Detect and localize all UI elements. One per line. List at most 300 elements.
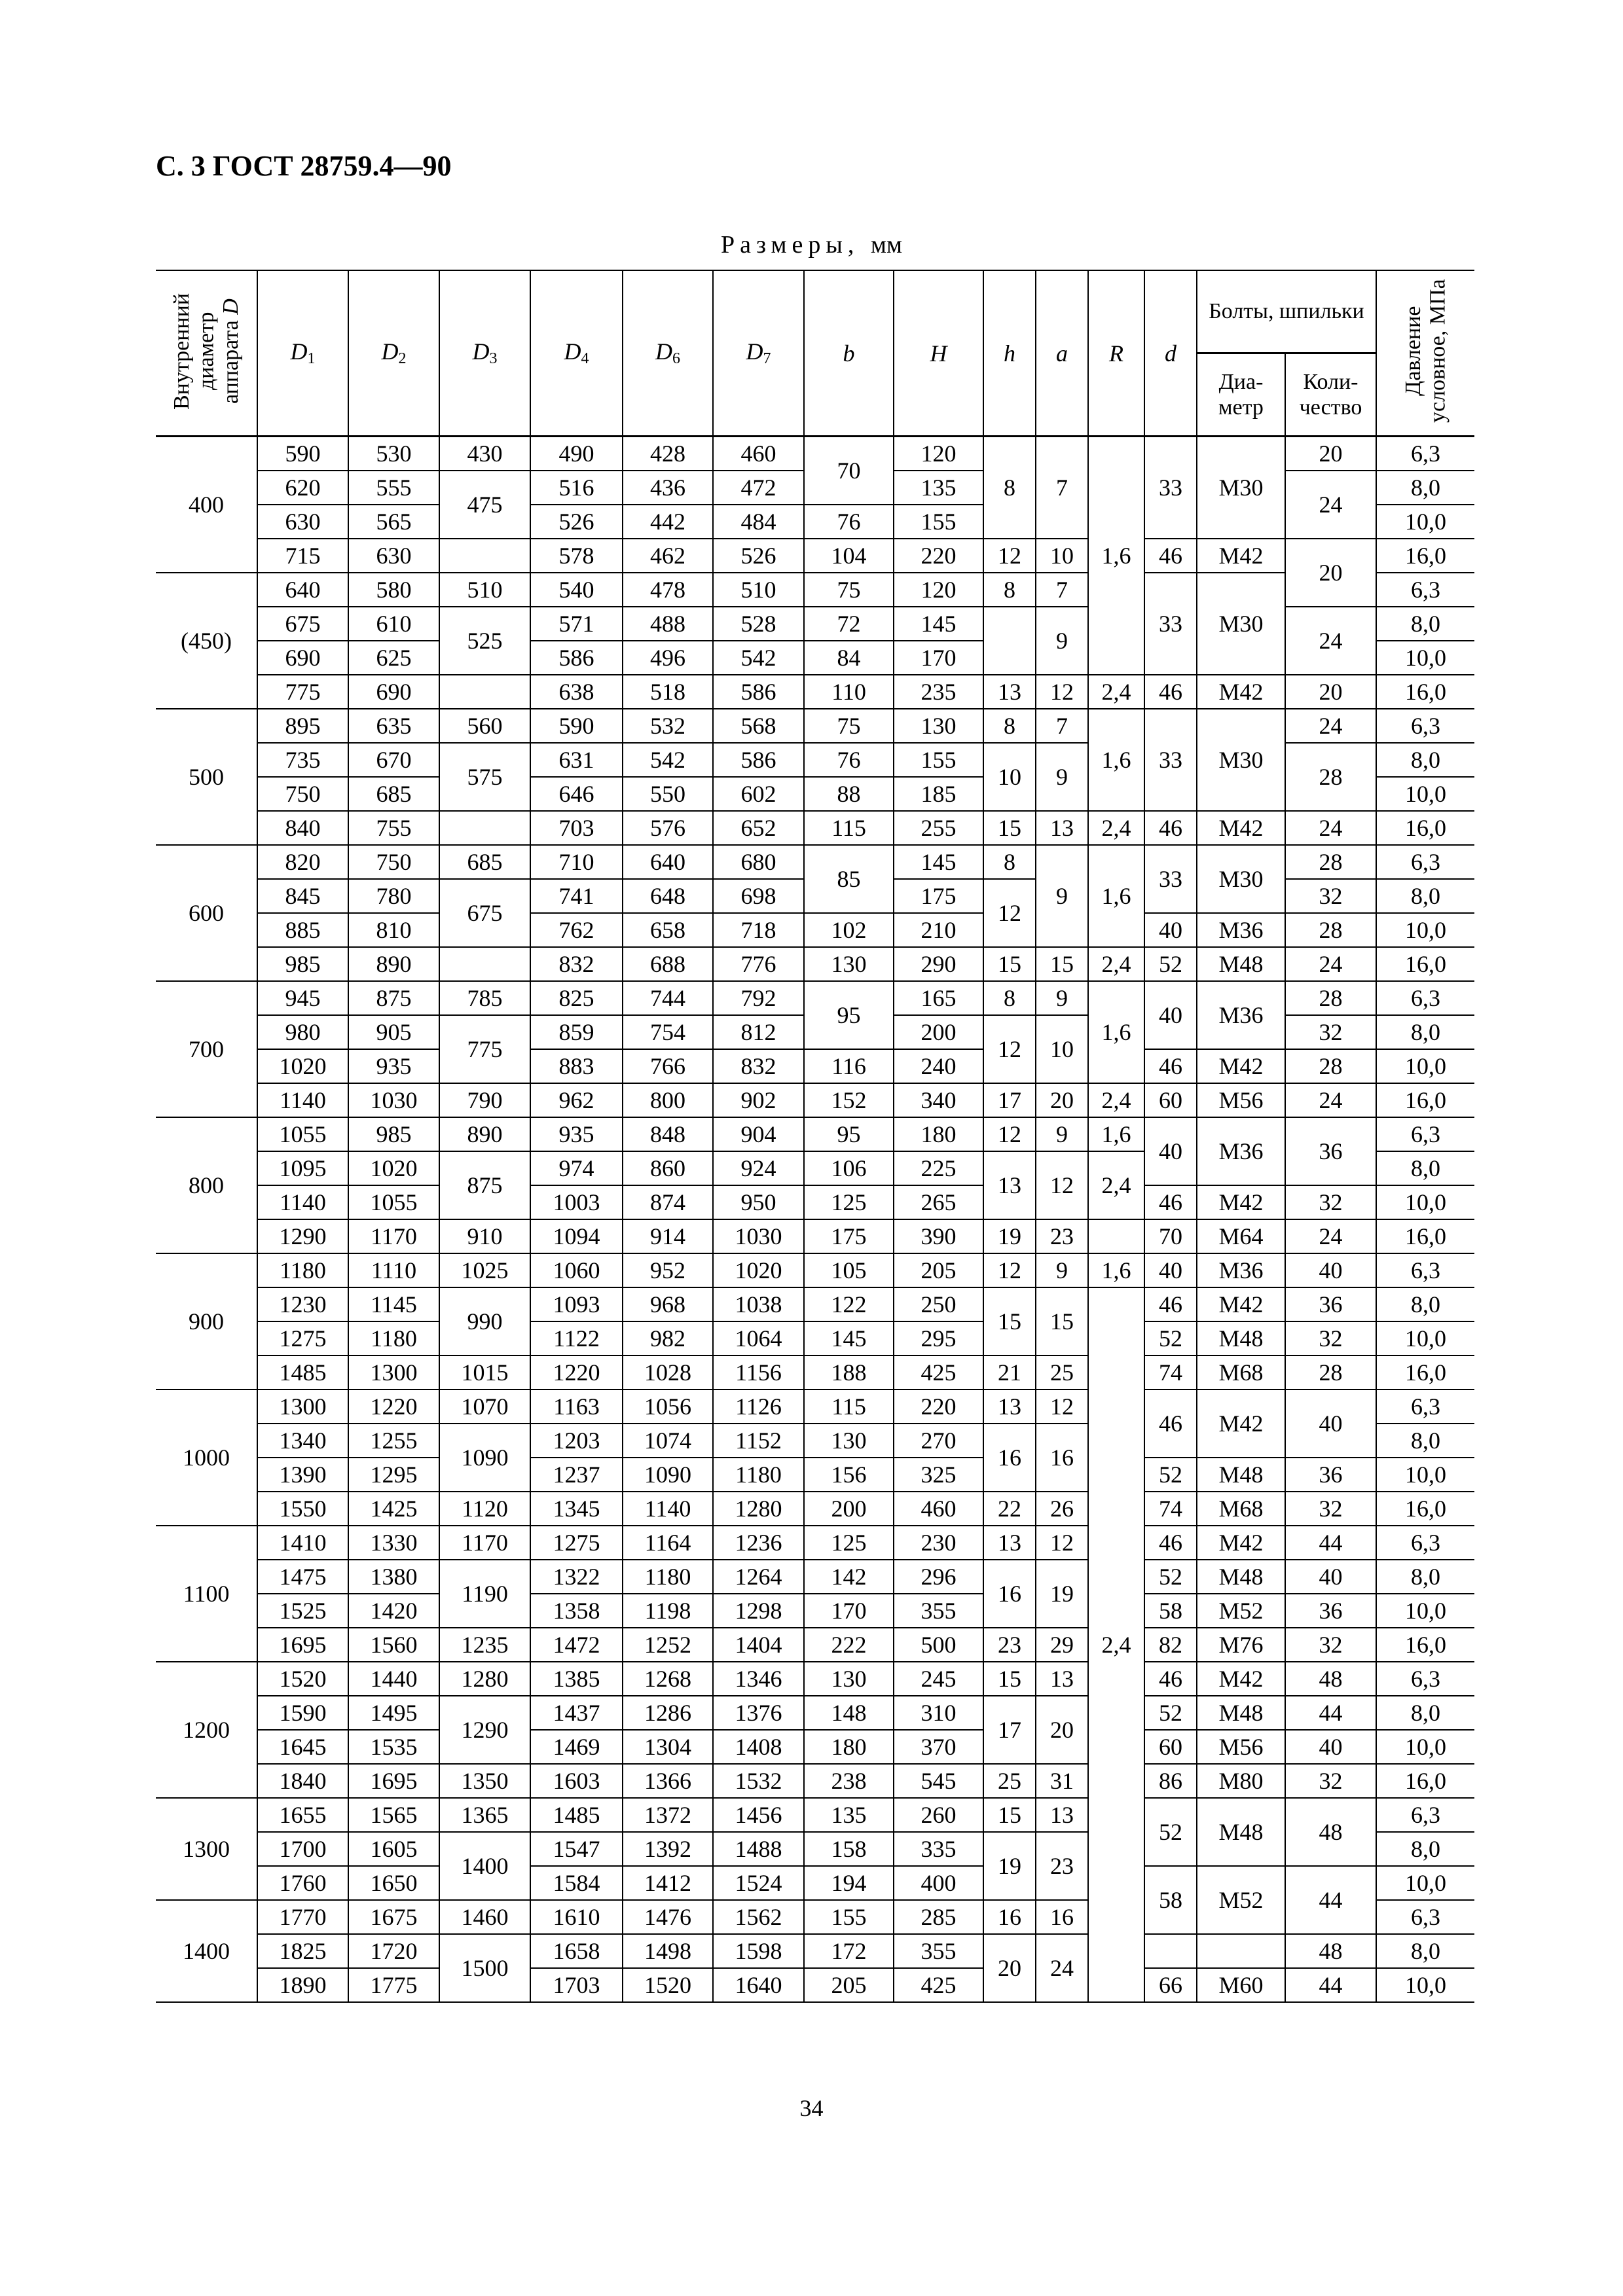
table-cell: 22 bbox=[983, 1492, 1036, 1526]
table-cell: 1476 bbox=[623, 1900, 713, 1934]
header-pressure-label: Давление условное, МПа bbox=[1401, 279, 1450, 423]
table-cell: 1675 bbox=[348, 1900, 439, 1934]
table-cell: 545 bbox=[894, 1764, 983, 1798]
table-cell: 1650 bbox=[348, 1866, 439, 1900]
table-cell: 28 bbox=[1285, 913, 1376, 947]
table-cell: 8 bbox=[983, 845, 1036, 879]
table-cell: 675 bbox=[439, 879, 530, 947]
table-cell: 1703 bbox=[530, 1968, 623, 2002]
table-cell: 775 bbox=[257, 675, 348, 709]
table-cell: 715 bbox=[257, 539, 348, 573]
table-cell: 985 bbox=[257, 947, 348, 981]
table-row bbox=[156, 1390, 1474, 1424]
table-cell: 790 bbox=[439, 1083, 530, 1117]
table-cell: 590 bbox=[530, 709, 623, 743]
table-row bbox=[156, 539, 1474, 573]
table-cell: 33 bbox=[1144, 437, 1197, 539]
table-cell: 1,6 bbox=[1088, 845, 1144, 947]
table-cell: 19 bbox=[983, 1832, 1036, 1900]
table-cell: М68 bbox=[1197, 1492, 1285, 1526]
table-cell: 510 bbox=[713, 573, 804, 607]
table-cell: 52 bbox=[1144, 1321, 1197, 1355]
table-cell: 32 bbox=[1285, 1185, 1376, 1219]
table-cell bbox=[1197, 1934, 1285, 1968]
table-cell: 1760 bbox=[257, 1866, 348, 1900]
table-cell: 2,4 bbox=[1088, 811, 1144, 845]
table-cell: 10,0 bbox=[1376, 1866, 1474, 1900]
table-cell: 1,6 bbox=[1088, 437, 1144, 675]
table-cell: 800 bbox=[623, 1083, 713, 1117]
table-cell: 16 bbox=[1036, 1900, 1088, 1934]
table-cell: 10,0 bbox=[1376, 1594, 1474, 1628]
table-cell: 1390 bbox=[257, 1458, 348, 1492]
table-cell: 105 bbox=[804, 1253, 894, 1287]
table-cell: 296 bbox=[894, 1560, 983, 1594]
table-cell: 675 bbox=[257, 607, 348, 641]
table-cell: 1180 bbox=[257, 1253, 348, 1287]
table-cell: 86 bbox=[1144, 1764, 1197, 1798]
table-cell: 1520 bbox=[623, 1968, 713, 2002]
table-cell: 490 bbox=[530, 437, 623, 471]
table-cell: 10,0 bbox=[1376, 1730, 1474, 1764]
header-inner-diameter-symbol: D bbox=[218, 298, 243, 315]
table-cell: 120 bbox=[894, 437, 983, 471]
table-cell: 1235 bbox=[439, 1628, 530, 1662]
table-cell: 2,4 bbox=[1088, 947, 1144, 981]
table-cell: 21 bbox=[983, 1355, 1036, 1390]
table-cell: 744 bbox=[623, 981, 713, 1015]
table-cell: 924 bbox=[713, 1151, 804, 1185]
header-bolts: Болты, шпильки bbox=[1197, 270, 1376, 353]
table-cell: 1700 bbox=[257, 1832, 348, 1866]
table-cell: 235 bbox=[894, 675, 983, 709]
table-cell: 260 bbox=[894, 1798, 983, 1832]
table-cell: 1290 bbox=[257, 1219, 348, 1253]
table-cell: 1,6 bbox=[1088, 1117, 1144, 1151]
table-cell: 1170 bbox=[348, 1219, 439, 1253]
table-cell: 1366 bbox=[623, 1764, 713, 1798]
table-cell: 16 bbox=[983, 1560, 1036, 1628]
table-cell: 1485 bbox=[530, 1798, 623, 1832]
table-row bbox=[156, 1083, 1474, 1117]
table-cell: 58 bbox=[1144, 1866, 1197, 1934]
table-cell: 9 bbox=[1036, 845, 1088, 947]
table-cell: 1020 bbox=[713, 1253, 804, 1287]
header-col: R bbox=[1088, 270, 1144, 437]
table-cell: 602 bbox=[713, 777, 804, 811]
table-cell: 52 bbox=[1144, 1458, 1197, 1492]
table-cell: 832 bbox=[530, 947, 623, 981]
table-cell: 52 bbox=[1144, 1560, 1197, 1594]
table-cell: 16,0 bbox=[1376, 1764, 1474, 1798]
table-cell: 1610 bbox=[530, 1900, 623, 1934]
table-cell: 904 bbox=[713, 1117, 804, 1151]
table-cell: 152 bbox=[804, 1083, 894, 1117]
header-bolt-diameter: Диа-метр bbox=[1197, 353, 1285, 437]
table-cell: 13 bbox=[1036, 1662, 1088, 1696]
table-cell: 130 bbox=[804, 947, 894, 981]
table-cell: 158 bbox=[804, 1832, 894, 1866]
table-cell: 265 bbox=[894, 1185, 983, 1219]
table-cell: 170 bbox=[894, 641, 983, 675]
table-cell: 32 bbox=[1285, 1015, 1376, 1049]
table-cell: 82 bbox=[1144, 1628, 1197, 1662]
table-cell: 16,0 bbox=[1376, 1083, 1474, 1117]
table-cell: 15 bbox=[1036, 1287, 1088, 1355]
table-cell: 6,3 bbox=[1376, 1798, 1474, 1832]
table-row bbox=[156, 1253, 1474, 1287]
table-cell: 1640 bbox=[713, 1968, 804, 2002]
table-cell: 15 bbox=[983, 1798, 1036, 1832]
table-cell: 12 bbox=[983, 539, 1036, 573]
table-cell: 848 bbox=[623, 1117, 713, 1151]
table-cell: М48 bbox=[1197, 1798, 1285, 1866]
table-cell: 355 bbox=[894, 1594, 983, 1628]
table-cell: 950 bbox=[713, 1185, 804, 1219]
table-cell: 1090 bbox=[623, 1458, 713, 1492]
table-cell: 28 bbox=[1285, 981, 1376, 1015]
table-cell: 31 bbox=[1036, 1764, 1088, 1798]
table-cell: 1300 bbox=[348, 1355, 439, 1390]
table-cell: 15 bbox=[1036, 947, 1088, 981]
table-cell: 1198 bbox=[623, 1594, 713, 1628]
table-cell: 825 bbox=[530, 981, 623, 1015]
table-cell: 155 bbox=[804, 1900, 894, 1934]
table-row bbox=[156, 1458, 1474, 1492]
table-cell: 40 bbox=[1144, 981, 1197, 1049]
table-cell: 33 bbox=[1144, 845, 1197, 913]
table-cell: 75 bbox=[804, 573, 894, 607]
table-cell: М48 bbox=[1197, 1560, 1285, 1594]
table-cell: 1003 bbox=[530, 1185, 623, 1219]
table-cell: 874 bbox=[623, 1185, 713, 1219]
inner-diameter-cell: 400 bbox=[156, 437, 257, 573]
inner-diameter-cell: 1200 bbox=[156, 1662, 257, 1798]
table-cell: 812 bbox=[713, 1015, 804, 1049]
table-cell: 1350 bbox=[439, 1764, 530, 1798]
table-cell: 1560 bbox=[348, 1628, 439, 1662]
table-cell: 576 bbox=[623, 811, 713, 845]
table-cell: 1392 bbox=[623, 1832, 713, 1866]
table-cell: М64 bbox=[1197, 1219, 1285, 1253]
table-cell: 735 bbox=[257, 743, 348, 777]
table-cell: 32 bbox=[1285, 1628, 1376, 1662]
table-cell: 1275 bbox=[257, 1321, 348, 1355]
table-cell: М42 bbox=[1197, 675, 1285, 709]
table-cell: 29 bbox=[1036, 1628, 1088, 1662]
table-cell: М52 bbox=[1197, 1866, 1285, 1934]
table-cell: 20 bbox=[1285, 675, 1376, 709]
table-cell: 1520 bbox=[257, 1662, 348, 1696]
table-cell: 170 bbox=[804, 1594, 894, 1628]
table-cell: 1020 bbox=[257, 1049, 348, 1083]
table-cell: 1322 bbox=[530, 1560, 623, 1594]
table-cell: 741 bbox=[530, 879, 623, 913]
table-cell: 8,0 bbox=[1376, 1151, 1474, 1185]
table-cell: 40 bbox=[1144, 913, 1197, 947]
table-row bbox=[156, 1798, 1474, 1832]
table-cell: 10 bbox=[1036, 1015, 1088, 1083]
table-cell: М48 bbox=[1197, 1696, 1285, 1730]
table-cell: 44 bbox=[1285, 1526, 1376, 1560]
table-cell: 698 bbox=[713, 879, 804, 913]
table-cell: 648 bbox=[623, 879, 713, 913]
table-cell: 586 bbox=[713, 743, 804, 777]
table-cell: 1140 bbox=[623, 1492, 713, 1526]
table-cell: М42 bbox=[1197, 1185, 1285, 1219]
table-cell: 462 bbox=[623, 539, 713, 573]
dimensions-table bbox=[156, 270, 1474, 2003]
table-cell: 1500 bbox=[439, 1934, 530, 2002]
table-cell: 1603 bbox=[530, 1764, 623, 1798]
table-cell: 1358 bbox=[530, 1594, 623, 1628]
table-cell: 1440 bbox=[348, 1662, 439, 1696]
inner-diameter-cell: 800 bbox=[156, 1117, 257, 1253]
table-cell: 430 bbox=[439, 437, 530, 471]
table-cell: 1094 bbox=[530, 1219, 623, 1253]
header-inner-diameter bbox=[156, 270, 257, 437]
table-cell: 32 bbox=[1285, 1764, 1376, 1798]
table-cell: 1410 bbox=[257, 1526, 348, 1560]
table-cell: 652 bbox=[713, 811, 804, 845]
table-cell: 1890 bbox=[257, 1968, 348, 2002]
inner-diameter-cell: 600 bbox=[156, 845, 257, 981]
table-cell: 46 bbox=[1144, 539, 1197, 573]
table-cell: 635 bbox=[348, 709, 439, 743]
table-cell: 475 bbox=[439, 471, 530, 539]
table-cell: 102 bbox=[804, 913, 894, 947]
table-cell: 1290 bbox=[439, 1696, 530, 1764]
table-cell: 145 bbox=[894, 845, 983, 879]
table-cell: 6,3 bbox=[1376, 1900, 1474, 1934]
table-cell: 9 bbox=[1036, 607, 1088, 675]
table-cell: 24 bbox=[1036, 1934, 1088, 2002]
table-cell: 12 bbox=[1036, 1390, 1088, 1424]
table-cell: 1304 bbox=[623, 1730, 713, 1764]
table-cell: 200 bbox=[894, 1015, 983, 1049]
table-cell: 985 bbox=[348, 1117, 439, 1151]
table-cell: 1645 bbox=[257, 1730, 348, 1764]
inner-diameter-cell: 700 bbox=[156, 981, 257, 1117]
table-cell: 36 bbox=[1285, 1287, 1376, 1321]
table-cell: 442 bbox=[623, 505, 713, 539]
table-cell: 885 bbox=[257, 913, 348, 947]
table-cell: 1156 bbox=[713, 1355, 804, 1390]
table-cell: 115 bbox=[804, 811, 894, 845]
table-cell: 310 bbox=[894, 1696, 983, 1730]
table-cell: 10,0 bbox=[1376, 1321, 1474, 1355]
header-col: $D_7$ bbox=[713, 270, 804, 437]
table-cell: 44 bbox=[1285, 1866, 1376, 1934]
table-cell: 9 bbox=[1036, 981, 1088, 1015]
table-cell: 1030 bbox=[713, 1219, 804, 1253]
table-cell: 945 bbox=[257, 981, 348, 1015]
table-cell: 16,0 bbox=[1376, 1492, 1474, 1526]
table-cell: М42 bbox=[1197, 1390, 1285, 1458]
table-cell: 8,0 bbox=[1376, 607, 1474, 641]
table-cell: 16,0 bbox=[1376, 947, 1474, 981]
table-cell: 36 bbox=[1285, 1117, 1376, 1185]
table-cell: 526 bbox=[713, 539, 804, 573]
table-cell bbox=[439, 811, 530, 845]
table-cell: 1598 bbox=[713, 1934, 804, 1968]
table-cell bbox=[439, 675, 530, 709]
header-col: $D_6$ bbox=[623, 270, 713, 437]
table-row bbox=[156, 1185, 1474, 1219]
table-cell: 1275 bbox=[530, 1526, 623, 1560]
table-cell: 1180 bbox=[713, 1458, 804, 1492]
table-cell: 6,3 bbox=[1376, 1390, 1474, 1424]
table-cell: 115 bbox=[804, 1390, 894, 1424]
table-cell: 1456 bbox=[713, 1798, 804, 1832]
table-cell: 1340 bbox=[257, 1424, 348, 1458]
table-cell: 1562 bbox=[713, 1900, 804, 1934]
table-row bbox=[156, 1696, 1474, 1730]
header-col: $D_4$ bbox=[530, 270, 623, 437]
table-cell: 755 bbox=[348, 811, 439, 845]
table-cell: 13 bbox=[983, 1151, 1036, 1219]
table-cell: 36 bbox=[1285, 1594, 1376, 1628]
table-cell: 194 bbox=[804, 1866, 894, 1900]
table-cell: 1658 bbox=[530, 1934, 623, 1968]
table-cell: 270 bbox=[894, 1424, 983, 1458]
table-cell: 325 bbox=[894, 1458, 983, 1492]
table-cell: 488 bbox=[623, 607, 713, 641]
table-cell: 250 bbox=[894, 1287, 983, 1321]
table-cell: 46 bbox=[1144, 1287, 1197, 1321]
table-cell: 990 bbox=[439, 1287, 530, 1355]
table-cell: 32 bbox=[1285, 1492, 1376, 1526]
table-cell: 542 bbox=[713, 641, 804, 675]
table-cell: 285 bbox=[894, 1900, 983, 1934]
table-row bbox=[156, 1866, 1474, 1900]
table-cell: 155 bbox=[894, 505, 983, 539]
table-cell: 10,0 bbox=[1376, 505, 1474, 539]
table-cell: 13 bbox=[1036, 1798, 1088, 1832]
table-cell: 95 bbox=[804, 1117, 894, 1151]
header-col: a bbox=[1036, 270, 1088, 437]
table-cell: 630 bbox=[348, 539, 439, 573]
table-cell: 510 bbox=[439, 573, 530, 607]
table-cell: 1372 bbox=[623, 1798, 713, 1832]
table-cell: 10,0 bbox=[1376, 641, 1474, 675]
table-cell: 9 bbox=[1036, 1117, 1088, 1151]
table-cell: 1055 bbox=[348, 1185, 439, 1219]
table-cell: 48 bbox=[1285, 1934, 1376, 1968]
table-cell: 810 bbox=[348, 913, 439, 947]
table-cell: 6,3 bbox=[1376, 1526, 1474, 1560]
table-cell: 776 bbox=[713, 947, 804, 981]
table-cell: 1280 bbox=[439, 1662, 530, 1696]
table-cell: 528 bbox=[713, 607, 804, 641]
table-cell: 6,3 bbox=[1376, 981, 1474, 1015]
table-cell: 688 bbox=[623, 947, 713, 981]
table-cell: 590 bbox=[257, 437, 348, 471]
table-cell: 472 bbox=[713, 471, 804, 505]
table-cell: 1298 bbox=[713, 1594, 804, 1628]
table-cell: 1190 bbox=[439, 1560, 530, 1628]
table-cell: 1236 bbox=[713, 1526, 804, 1560]
table-cell bbox=[983, 607, 1036, 675]
table-row bbox=[156, 1560, 1474, 1594]
table-cell: 355 bbox=[894, 1934, 983, 1968]
table-cell: 845 bbox=[257, 879, 348, 913]
table-cell: 238 bbox=[804, 1764, 894, 1798]
table-cell: 15 bbox=[983, 811, 1036, 845]
table-cell: 968 bbox=[623, 1287, 713, 1321]
table-cell: 630 bbox=[257, 505, 348, 539]
table-cell: М36 bbox=[1197, 1253, 1285, 1287]
table-cell: 24 bbox=[1285, 1219, 1376, 1253]
table-cell: 70 bbox=[804, 437, 894, 505]
table-cell: 518 bbox=[623, 675, 713, 709]
table-cell: 220 bbox=[894, 539, 983, 573]
table-cell: М68 bbox=[1197, 1355, 1285, 1390]
table-cell: 580 bbox=[348, 573, 439, 607]
table-cell: 370 bbox=[894, 1730, 983, 1764]
table-cell: 66 bbox=[1144, 1968, 1197, 2002]
table-cell: 106 bbox=[804, 1151, 894, 1185]
table-cell: 710 bbox=[530, 845, 623, 879]
table-cell: 680 bbox=[713, 845, 804, 879]
table-cell: 75 bbox=[804, 709, 894, 743]
table-cell: 24 bbox=[1285, 947, 1376, 981]
table-cell: 1,6 bbox=[1088, 1253, 1144, 1287]
table-cell: 620 bbox=[257, 471, 348, 505]
table-cell: 1550 bbox=[257, 1492, 348, 1526]
table-cell: 125 bbox=[804, 1185, 894, 1219]
table-cell: М42 bbox=[1197, 811, 1285, 845]
table-row bbox=[156, 437, 1474, 471]
table-cell: 24 bbox=[1285, 811, 1376, 845]
table-cell: М30 bbox=[1197, 573, 1285, 675]
table-cell: 1524 bbox=[713, 1866, 804, 1900]
table-cell: М48 bbox=[1197, 1321, 1285, 1355]
table-cell: 890 bbox=[348, 947, 439, 981]
table-cell: 8,0 bbox=[1376, 1424, 1474, 1458]
table-cell: 982 bbox=[623, 1321, 713, 1355]
table-cell: 390 bbox=[894, 1219, 983, 1253]
table-cell: 240 bbox=[894, 1049, 983, 1083]
table-cell: 116 bbox=[804, 1049, 894, 1083]
table-cell: 12 bbox=[983, 879, 1036, 947]
table-row bbox=[156, 811, 1474, 845]
table-cell: М30 bbox=[1197, 709, 1285, 811]
table-cell: 32 bbox=[1285, 879, 1376, 913]
table-cell: 1255 bbox=[348, 1424, 439, 1458]
table-cell: 1840 bbox=[257, 1764, 348, 1798]
table-cell: 1180 bbox=[623, 1560, 713, 1594]
table-cell: 1770 bbox=[257, 1900, 348, 1934]
table-row bbox=[156, 981, 1474, 1015]
table-cell: М36 bbox=[1197, 913, 1285, 947]
table-cell: 16,0 bbox=[1376, 539, 1474, 573]
table-cell: М42 bbox=[1197, 539, 1285, 573]
table-cell: 8,0 bbox=[1376, 879, 1474, 913]
table-cell: 2,4 bbox=[1088, 1287, 1144, 2002]
table-cell: 952 bbox=[623, 1253, 713, 1287]
table-cell: 685 bbox=[348, 777, 439, 811]
table-cell: 1460 bbox=[439, 1900, 530, 1934]
table-row bbox=[156, 1219, 1474, 1253]
table-cell: 890 bbox=[439, 1117, 530, 1151]
table-cell: 762 bbox=[530, 913, 623, 947]
header-inner-diameter-label: Внутренний диаметр аппарата bbox=[169, 293, 243, 410]
inner-diameter-cell: 1000 bbox=[156, 1390, 257, 1526]
table-cell: 1495 bbox=[348, 1696, 439, 1730]
table-cell: 1145 bbox=[348, 1287, 439, 1321]
table-cell: 74 bbox=[1144, 1355, 1197, 1390]
